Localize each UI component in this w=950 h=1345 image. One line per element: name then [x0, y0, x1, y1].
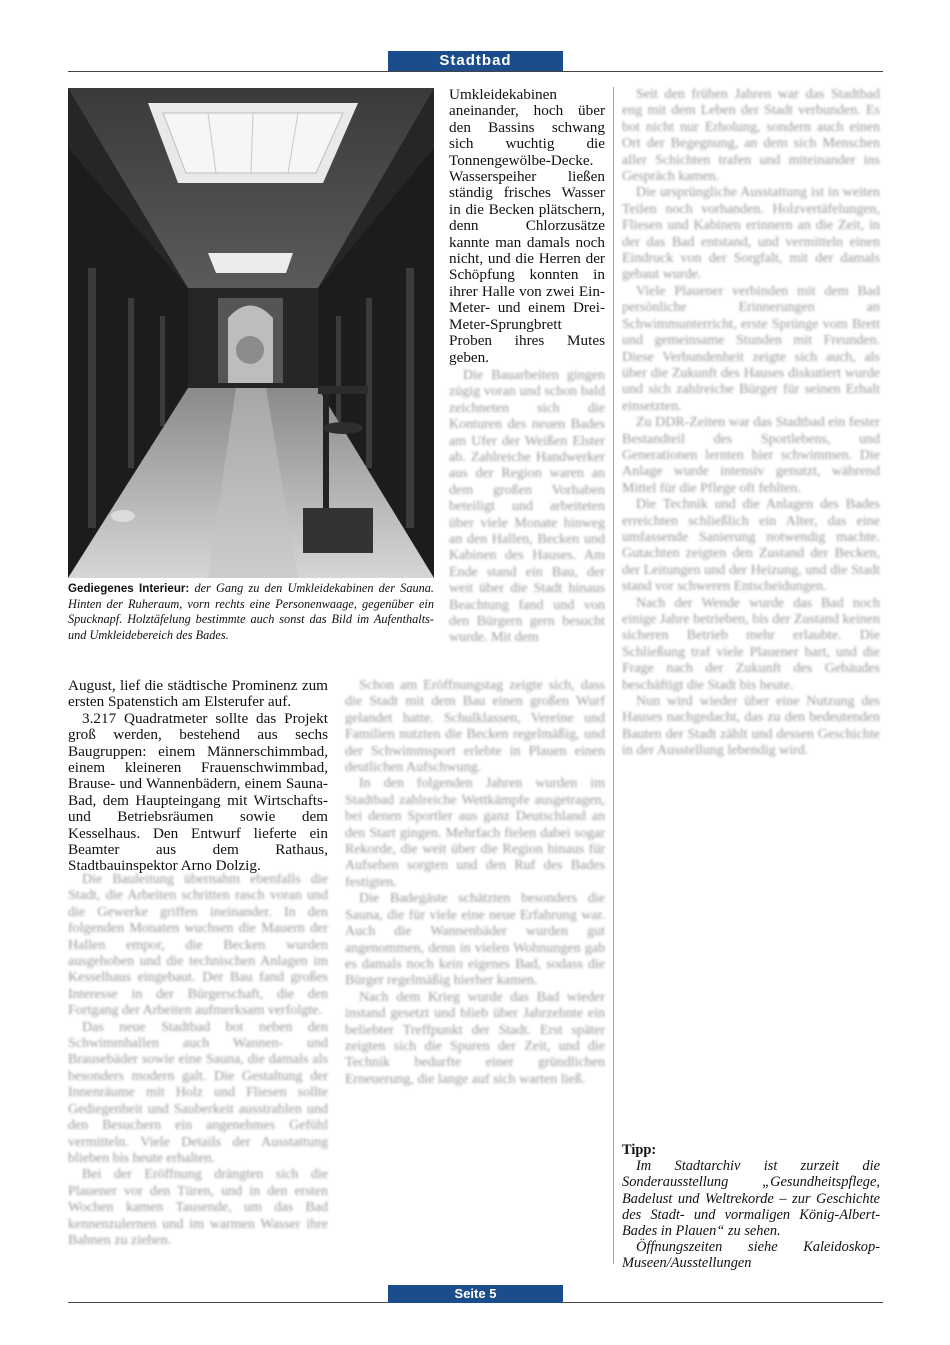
page-number: Seite 5 [454, 1286, 497, 1301]
tip-opening-hours: Öffnungszeiten siehe Kaleidoskop-Museen/Ausstellungen [622, 1239, 880, 1272]
tip-title: Tipp: [622, 1142, 657, 1158]
article-column-a [68, 678, 328, 875]
column-divider [613, 87, 614, 1264]
caption-body: der Gang zu den Umkleidekabinen der Sauna. Hinten der Ruheraum, vorn rechts eine Personenwaage, gegenüber ein Spucknapf. Holztäfelung bestimmte auch sonst das Bild im Aufenthalts- und Umkleidebereich des Bades. [68, 581, 434, 642]
corridor-photo [68, 88, 434, 578]
article-column-b-top [449, 87, 605, 647]
photo-caption [68, 581, 434, 643]
article-paragraph: Umkleidekabinen aneinander, hoch über den Bassins schwang sich wuchtig die Tonnengewölbe-Decke. Wasserspeiher ließen ständig frisches Wasser in die Becken plätschern, denn Chlorzusätze kannte man damals noch nicht, und die Herren der Schöpfung konnten in ihrer Halle von zwei Ein-Meter- und einem Drei-Meter-Sprungbrett Proben ihres Mutes geben. [449, 86, 605, 366]
section-header [388, 51, 563, 71]
article-paragraph: August, lief die städtische Prominenz zum ersten Spatenstich am Elsterufer auf. [68, 677, 328, 711]
section-label: Stadtbad [439, 52, 512, 69]
article-paragraph: 3.217 Quadratmeter sollte das Projekt groß werden, bestehend aus sechs Baugruppen: einem Männerschimmbad, einem kleineren Frauenschwimmbad, Brause- und Wannenbädern, einem Sauna-Bad, dem Haupteingang mit Wirtschafts- und Betriebsräumen sowie dem Kesselhaus. Den Entwurf lieferte ein Beamter aus dem Rathaus, Stadtbauinspektor Arno Dolzig. [68, 709, 328, 875]
caption-lead: Gediegenes Interieur: [68, 582, 190, 595]
tip-body: Im Stadtarchiv ist zurzeit die Sonderausstellung „Gesundheitspflege, Badelust und Weltrekorde – zur Geschichte des Stadt- und vormaligen König-Albert-Bades in Plauen“ zu sehen. [622, 1158, 880, 1240]
header-rule [68, 71, 883, 72]
faded-text-block: Seit den frühen Jahren war das Stadtbad eng mit dem Leben der Stadt verbunden. Es bot nicht nur Erholung, sondern auch einen Ort der Begegnung, an dem sich Menschen aller Schichten trafen und miteinander ins Gespräch kamen. Die ursprüngliche Ausstattung ist in weiten Teilen noch vorhanden. Holzvertäfelungen, Fliesen und Kabinen erinnern an die Zeit, in der das Bad entstand, und vermitteln einen Eindruck von der Sorgfalt, mit der damals gebaut wurde. Viele Plauener verbinden mit dem Bad persönliche Erinnerungen an Schwimmunterricht, erste Sprünge vom Brett und gemeinsame Stunden mit Freunden. Diese Verbundenheit zeigte sich auch, als über die Zukunft des Hauses diskutiert wurde und sich zahlreiche Bürger für seinen Erhalt einsetzten. Zu DDR-Zeiten war das Stadtbad ein fester Bestandteil des Sportlebens, und Generationen lernten hier schwimmen. Die Anlage wurde intensiv genutzt, während Mittel für die Pflege oft fehlten. Die Technik und die Anlagen des Bades erreichten schließlich ein Alter, das eine umfassende Sanierung notwendig machte. Gutachten zeigten den Zustand der Becken, der Leitungen und der Heizung, und die Stadt stand vor schweren Entscheidungen. Nach der Wende wurde das Bad noch einige Jahre betrieben, bis der Zustand keinen sicheren Betrieb mehr erlaubte. Die Schließung traf viele Plauener hart, und die Frage nach der Zukunft des Gebäudes beschäftigt die Stadt bis heute. Nun wird wieder über eine Nutzung des Hauses nachgedacht, das zu den bedeutenden Bauten der Stadt zählt und dessen Geschichte in der Ausstellung lebendig wird. [622, 87, 880, 759]
tip-box [622, 1142, 880, 1272]
faded-text-block: Schon am Eröffnungstag zeigte sich, dass die Stadt mit dem Bau einen großen Wurf gelandet hatte. Schulklassen, Vereine und Familien nutzten die Becken regelmäßig, und der Schwimmsport erlebte in Plauen einen deutlichen Aufschwung. In den folgenden Jahren wurden im Stadtbad zahlreiche Wettkämpfe ausgetragen, bei denen Sportler aus ganz Deutschland an den Start gingen. Mehrfach fielen dabei sogar Rekorde, die weit über die Region hinaus für Aufsehen sorgten und den Ruf des Bades festigten. Die Badegäste schätzten besonders die Sauna, die für viele eine neue Erfahrung war. Auch die Wannenbäder wurden gut angenommen, denn in vielen Wohnungen gab es damals noch kein eigenes Bad, sodass die Bürger regelmäßig hierher kamen. Nach dem Krieg wurde das Bad wieder instand gesetzt und blieb über Jahrzehnte ein beliebter Treffpunkt der Stadt. Erst später zeigten sich die Spuren der Zeit, und die Technik bedurfte einer gründlichen Erneuerung, die lange auf sich warten ließ. [345, 678, 605, 1087]
faded-text-block: Die Bauarbeiten gingen zügig voran und schon bald zeichneten sich die Konturen des neuen Bades am Ufer der Weißen Elster ab. Zahlreiche Handwerker aus der Region waren an dem großen Vorhaben beteiligt und arbeiteten über viele Monate hinweg an den Hallen, Becken und Kabinen des Hauses. Am Ende stand ein Bau, der weit über die Stadt hinaus Beachtung fand und von den Bürgern gern besucht wurde. Mit dem [449, 367, 605, 646]
faded-text-block: Die Bauleitung übernahm ebenfalls die Stadt, die Arbeiten schritten rasch voran und die Gewerke griffen ineinander. In den folgenden Monaten wuchsen die Mauern der Hallen empor, die Becken wurden ausgehoben und die technischen Anlagen im Kesselhaus eingebaut. Der Bau fand großes Interesse in der Bürgerschaft, die den Fortgang der Arbeiten aufmerksam verfolgte. Das neue Stadtbad bot neben den Schwimmhallen auch Wannen- und Brausebäder sowie eine Sauna, die damals als besonders modern galt. Die Gestaltung der Innenräume mit Holz und Fliesen sollte Gediegenheit und Sauberkeit ausstrahlen und den Besuchern ein angenehmes Gefühl vermitteln. Viele Details der Ausstattung blieben bis heute erhalten. Bei der Eröffnung drängten sich die Plauener vor den Türen, und in den ersten Wochen kamen Tausende, um das Bad kennenzulernen und im warmen Wasser ihre Bahnen zu ziehen. [68, 872, 328, 1248]
page-number-badge [388, 1285, 563, 1303]
